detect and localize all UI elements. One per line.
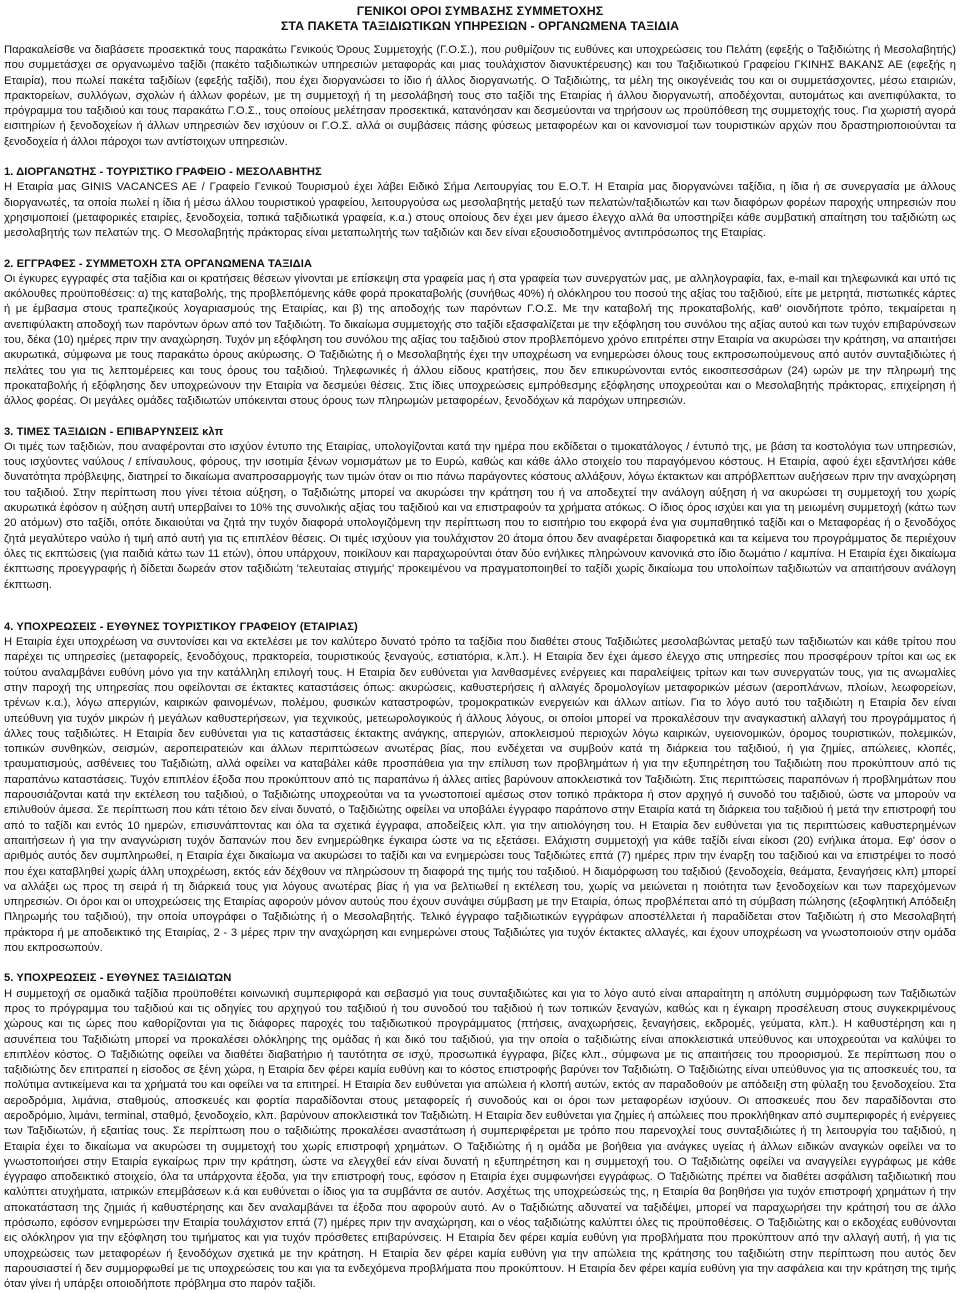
section-2 <box>4 257 956 410</box>
intro-paragraph: Παρακαλείσθε να διαβάσετε προσεκτικά τους παρακάτω Γενικούς Όρους Συμμετοχής (Γ.Ο.Σ.), που ρυθμίζουν τις ευθύνες και υποχρεώσεις του Πελάτη (εφεξής ο Ταξιδιώτης ή Μεσολαβητής) που συμμετάσχει σε οργανωμένο ταξίδι (πακέτο ταξιδιωτικών υπηρεσιών μεταφοράς και μιας τουλάχιστον διανυκτέρευσης) και του Ταξιδιωτικού Γραφείου ΓΚΙΝΗΣ ΒΑΚΑΝΣ ΑΕ (εφεξής η Εταιρία), που πωλεί πακέτα ταξιδίων (εφεξής ταξίδι), που έχει διοργανώσει το ίδιο ή άλλος διοργανωτής. Ο Ταξιδιώτης, τα μέλη της οικογένειάς του και οι συμμετάσχοντες, μέσω εταιριών, πρακτορείων, συλλόγων, σχολών ή άλλων φορέων, με τη συμμετοχή ή τη μεσολάβησή τους στο ταξίδι της Εταιρίας ή άλλου διοργανωτή, αποδέχονται, αυτομάτως και ανεπιφύλακτα, το πρόγραμμα του ταξιδιού και τους παρακάτω Γ.Ο.Σ., τους οποίους μελέτησαν προσεκτικά, κατανόησαν και δεσμεύονται να τηρήσουν ως προϋπόθεση της συμμετοχής τους. Για χωριστή αγορά εισιτηρίων ή ξενοδοχείων ή άλλων υπηρεσιών δεν ισχύουν οι Γ.Ο.Σ. αλλά οι συμβάσεις πάσης φύσεως μεταφορέων και οι κανονισμοί των τουριστικών αρχών που δραστηριοποιούνται τα ξενοδοχεία ή άλλοι πάροχοι των αντίστοιχων υπηρεσιών. <box>4 44 956 148</box>
section-heading: 3. ΤΙΜΕΣ ΤΑΞΙΔΙΩΝ - ΕΠΙΒΑΡΥΝΣΕΙΣ κλπ <box>4 425 224 438</box>
section-3 <box>4 425 956 593</box>
spacer <box>4 410 956 425</box>
spacer <box>4 242 956 257</box>
section-heading: 2. ΕΓΓΡΑΦΕΣ - ΣΥΜΜΕΤΟΧΗ ΣΤΑ ΟΡΓΑΝΩΜΕΝΑ ΤΑΞΙΔΙΑ <box>4 257 312 270</box>
section-heading: 1. ΔΙΟΡΓΑΝΩΤΗΣ - ΤΟΥΡΙΣΤΙΚΟ ΓΡΑΦΕΙΟ - ΜΕΣΟΛΑΒΗΤΗΣ <box>4 166 322 179</box>
section-heading: 5. ΥΠΟΧΡΕΩΣΕΙΣ - ΕΥΘΥΝΕΣ ΤΑΞΙΔΙΩΤΩΝ <box>4 972 232 985</box>
section-heading: 4. ΥΠΟΧΡΕΩΣΕΙΣ - ΕΥΘΥΝΕΣ ΤΟΥΡΙΣΤΙΚΟΥ ΓΡΑΦΕΙΟΥ (ΕΤΑΙΡΙΑΣ) <box>4 620 358 633</box>
section-body: Η Εταιρία έχει υποχρέωση να συντονίσει και να εκτελέσει με τον καλύτερο δυνατό τρόπο τα ταξίδια που διαθέτει στους Ταξιδιώτες μεσολαβώντας μεταξύ των ταξιδιωτών και κάθε τρίτου που παρέχει τις υπηρεσίες (μεταφορείς, ξενοδόχους, πρακτορεία, τουριστικούς ξεναγούς, εστιατόρια, κ.λπ.). Η Εταιρία δεν έχει άμεσο έλεγχο στις υπηρεσίες που προσφέρουν τρίτοι και ως εκ τούτου αναλαμβάνει ευθύνη μόνο για την κατάλληλη επιλογή τους. Η Εταιρία δεν ευθύνεται για λανθασμένες ενέργειες και παραλείψεις τρίτων και των συνεργατών τους, για τις ανωμαλίες στην παροχή της υπηρεσίας που οφείλονται σε έκτακτες καταστάσεις όπως: ακυρώσεις, καθυστερήσεις ή αλλαγές δρομολογίων μεταφορικών μέσων (αεροπλάνων, πλοίων, λεωφορείων, τρένων κ.α.), λόγω απεργιών, καιρικών φαινομένων, πολέμου, φυσικών καταστροφών, τρομοκρατικών ενεργειών και άλλων αιτίων. Για το λόγο αυτό του ταξιδιώτη η Εταιρία δεν είναι υπεύθυνη για τυχόν μικρών ή μεγάλων καθυστερήσεων, για τεχνικούς, μετεωρολογικούς ή άλλους λόγους, οι οποίοι μπορεί να προκαλέσουν την αναγκαστική αλλαγή του προγράμματος ή άλλες τους ταξιδιώτες. Η Εταιρία δεν ευθύνεται για τις καταστάσεις έκτακτης ανάγκης, απεργιών, αποκλεισμού περιοχών λόγω καιρικών, υγειονομικών, όρομος τουριστικών, πολεμικών, τοπικών συνθηκών, σεισμών, αεροπειρατειών και άλλων περιπτώσεων ανωτέρας βίας, που ενδέχεται να συμβούν κατά τη διάρκεια του ταξιδιού, ή για ζημίες, απώλειες, κλοπές, τραυματισμούς, ασθένειες του Ταξιδιώτη, αλλά οφείλει να καταβάλει κάθε προσπάθεια για την επίλυση των προβλημάτων ή για την εξυπηρέτηση του Ταξιδιώτη που προκύπτουν από τις παραπάνω καταστάσεις. Τυχόν επιπλέον έξοδα που προκύπτουν από τις παραπάνω ή άλλες αιτίες βαρύνουν αποκλειστικά τον Ταξιδιώτη. Στις περιπτώσεις παραπόνων ή προβλημάτων που παρουσιάζονται κατά την εκτέλεση του ταξιδιού, ο Ταξιδιώτης υποχρεούται να τα γνωστοποιεί αμέσως στον τοπικό πράκτορα ή στον αρχηγό ή συνοδό του ταξιδιού, ώστε να μπορούν να επιλυθούν άμεσα. Σε περίπτωση που κάτι τέτοιο δεν είναι δυνατό, ο Ταξιδιώτης οφείλει να υποβάλει έγγραφο παράπονο στην Εταιρία κατά τη διάρκεια του ταξιδιού ή μετά την επιστροφή του από το ταξίδι και εντός 10 ημερών, επισυνάπτοντας και όλα τα σχετικά έγγραφα, αποδείξεις κλπ. για την αιτιολόγηση του. Η Εταιρία δεν ευθύνεται για τις περιπτώσεις καθυστερημένων απαιτήσεων ή για την αναγνώριση τυχόν δαπανών που δεν ενημερώθηκε έγκαιρα ώστε να τις εξετάσει. Ελάχιστη συμμετοχή για κάθε ταξίδι είναι είκοσι (20) ενήλικα άτομα. Εφ' όσον ο αριθμός αυτός δεν συμπληρωθεί, η Εταιρία έχει δικαίωμα να ακυρώσει το ταξίδι και να ενημερώσει τους Ταξιδιώτες επτά (7) ημέρες πριν την έναρξη του ταξιδιού και να επιστρέψει το ποσό που έχει καταβληθεί χωρίς άλλη υποχρέωση, εκτός εάν δέχθουν να πληρώσουν τη διαφορά της τιμής του ταξιδιού. Η διαμόρφωση του ταξιδιού (ξενοδοχεία, θεάματα, ξεναγήσεις κλπ) μπορεί να αλλάξει ως προς τη σειρά ή τη διάρκειά τους για λόγους ανωτέρας βίας ή για να βελτιωθεί η εκτέλεση του, χωρίς να μειώνεται η ποιότητα των ξενοδοχείων και των παρεχόμενων υπηρεσιών. Οι όροι και οι υποχρεώσεις της Εταιρίας αφορούν μόνον αυτούς που έχουν συνάψει σύμβαση με την Εταιρία, όπως προβλέπεται από τη σύμβαση πώλησης (εξοφλητική Απόδειξη Πληρωμής του ταξιδιού), την οποία υπογράφει ο Ταξιδιώτης ή ο Μεσολαβητής. Τελικό έγγραφο ταξιδιωτικών εγγράφων αποστέλλεται ή παραδίδεται στον Ταξιδιώτη ή στο Μεσολαβητή πράκτορα ή με αποδεικτικό της Εταιρίας, 2 - 3 μέρες πριν την αναχώρηση και ενημερώνει στους Ταξιδιώτες για τυχόν έκτακτες αλλαγές, και έχουν υποχρέωση να γνωστοποιούν στην ομάδα που εκπροσωπούν. <box>4 636 956 955</box>
section-body: Οι τιμές των ταξιδιών, που αναφέρονται στο ισχύον έντυπο της Εταιρίας, υπολογίζονται κατά την ημέρα που εκδίδεται ο τιμοκατάλογος / έντυπό της, με βάση τα κοστολόγια των υπηρεσιών, τους ισχύοντες ναύλους / επίναυλους, φόρους, την ισοτιμία ξένων νομισμάτων με το Ευρώ, καθώς και κάθε άλλο στοιχείο του παραγόμενου κόστους. Η Εταιρία, αφού έχει εξαντλήσει κάθε δυνατότητα πρόβλεψης, διατηρεί το δικαίωμα αναπροσαρμογής των τιμών όταν οι πιο πάνω παράγοντες κόστους αλλάξουν, λόγω έκτακτων και απρόβλεπτων αυξήσεων πριν την αναχώρηση του ταξιδιού. Στην περίπτωση που γίνει τέτοια αύξηση, ο Ταξιδιώτης μπορεί να ακυρώσει την κράτηση του ή να αποδεχτεί την ανάλογη αύξηση ή να ακυρώσει τη συμμετοχή του χωρίς ακυρωτικά έφόσον η αύξηση αυτή υπερβαίνει το 10% της συνολικής αξίας του ταξιδιού και να επιστραφούν τα χρήματα ατόκως. Ο ίδιος όρος ισχύει και για τη μειωμένη συμμετοχή (κάτω των 20 ατόμων) στο ταξίδι, οπότε δικαιούται να ζητά την τυχόν διαφορά υπολογιζόμενη την περίπτωση που το εισιτήριο του εκφορά ένα για συμπαθητικό ταξίδι και ο Μεταφορέας ή ο ξενοδόχος ζητά μεγαλύτερο ναύλο ή τιμή από αυτή για τις επιπλέον θέσεις. Οι τιμές ισχύουν για τουλάχιστον 20 άτομα όπου δεν αναφέρεται διαφορετικά και τα κείμενα του προγράμματος δε περιέχουν όλες τις εκπτώσεις (για παιδιά κάτω των 11 ετών), όπου υπάρχουν, ποικίλουν και παραχωρούνται όταν δύο ενήλικες πληρώνουν κανονικά στο ίδιο δωμάτιο / καμπίνα. Η Εταιρία έχει δικαίωμα έκπτωσης προεγγραφής ή δίδεται δωρεάν στον ταξιδιώτη 'τελευταίας στιγμής' προκειμένου να πραγματοποιηθεί το ταξίδι χωρίς δικαίωμα του υπολοίπων ταξιδιωτών να απαιτήσουν ανάλογη έκπτωση. <box>4 440 956 591</box>
terms-document <box>4 4 956 1293</box>
section-4 <box>4 620 956 957</box>
document-subtitle: ΣΤΑ ΠΑΚΕΤΑ ΤΑΞΙΔΙΩΤΙΚΩΝ ΥΠΗΡΕΣΙΩΝ - ΟΡΓΑΝΩΜΕΝΑ ΤΑΞΙΔΙΑ <box>280 19 680 33</box>
section-5 <box>4 971 956 1292</box>
section-1 <box>4 165 956 241</box>
spacer <box>4 593 956 620</box>
document-title-block <box>4 4 956 34</box>
document-title: ΓΕΝΙΚΟΙ ΟΡΟΙ ΣΥΜΒΑΣΗΣ ΣΥΜΜΕΤΟΧΗΣ <box>356 4 604 18</box>
section-body: Η συμμετοχή σε ομαδικά ταξίδια προϋποθέτει κοινωνική συμπεριφορά και σεβασμό για τους συνταξιδιώτες και για το λόγο αυτό είναι απαραίτητη η απόλυτη συμμόρφωση των Ταξιδιωτών προς το πρόγραμμα του ταξιδιού και τις οδηγίες του αρχηγού του ταξιδιού ή του συνοδού του ταξιδιού ή των τοπικών ξεναγών, καθώς και η έγκαιρη προσέλευση στους συγκεκριμένους χώρους και τις ώρες που καθορίζονται για τις διάφορες παροχές του ταξιδιωτικού προγράμματος (πτήσεις, αναχωρήσεις, ξεναγήσεις, εκδρομές, γεύματα, κλπ.). Η καθυστέρηση και η ασυνέπεια του Ταξιδιώτη μπορεί να προκαλέσει ολόκληρης της ομάδας ή και δικό του ταξιδιού, για την οποία ο ταξιδιώτης είναι αποκλειστικά υπεύθυνος και υποχρεούται να καλύψει το επιπλέον κόστος. Ο Ταξιδιώτης οφείλει να διαθέτει διαβατήριο ή ταυτότητα σε ισχύ, προσωπικά έγγραφα, βίζες κλπ., σύμφωνα με τις απαιτήσεις του προορισμού. Σε περίπτωση που ο ταξιδιώτης δεν επιτραπεί η είσοδος σε ξένη χώρα, η Εταιρία δεν φέρει καμία ευθύνη και το κόστος επιστροφής βαρύνει τον Ταξιδιώτη. Ο Ταξιδιώτης είναι υπεύθυνος για τις αποσκευές του, τα πολύτιμα αντικείμενα και τα χρήματά του και οφείλει να τα επιτηρεί. Η Εταιρία δεν ευθύνεται για απώλεια ή κλοπή αυτών, εκτός αν παραδοθούν με απόδειξη στη φύλαξη του ξενοδοχείου. Στα αεροδρόμια, λιμάνια, σταθμούς, αποσκευές και φορτία παραδίδονται στους μεταφορείς ή συνοδούς και οι όροι των μεταφορέων ισχύουν. Οι αποσκευές που δεν παραδίδονται στο αεροδρόμιο, λιμάνι, terminal, σταθμό, ξενοδοχείο, κλπ. βαρύνουν αποκλειστικά τον Ταξιδιώτη. Η Εταιρία δεν ευθύνεται για ζημίες ή απώλειες που προκλήθηκαν από συμπεριφορές ή ενέργειες των Ταξιδιωτών, ή εξαιτίας τους. Σε περίπτωση που ο ταξιδιώτης προκαλέσει αναστάτωση ή συμπεριφέρεται με τρόπο που παρενοχλεί τους συνταξιδιώτες ή τη λειτουργία του ταξιδιού, η Εταιρία έχει το δικαίωμα να ακυρώσει τη συμμετοχή του χωρίς επιστροφή χρημάτων. Ο Ταξιδιώτης ή η ομάδα με βοήθεια για ανάγκες υγείας ή άλλων ειδικών αναγκών οφείλει να το γνωστοποιήσει στην Εταιρία εγκαίρως πριν την κράτηση, ώστε να ελεγχθεί εάν είναι δυνατή η εξυπηρέτηση και η συμμετοχή του. Ο Ταξιδιώτης οφείλει να αναγγείλει εγγράφως με κάθε έγγραφο αποδεικτικό στοιχείο, όλα τα υπάρχοντα έξοδα, για την επιστροφή τους, εφόσον η Εταιρία έχει συμφωνήσει εγγράφως. Ο Ταξιδιώτης πρέπει να διαθέτει ασφάλιση ταξιδιωτική που καλύπτει ατυχήματα, ιατρικών επεμβάσεων κ.ά και ευθύνεται ο ίδιος για τα συμβάντα σε αυτόν. Ασχέτως της υποχρεώσεώς της, η Εταιρία θα βοηθήσει για τυχόν επιστροφή χρημάτων ή την αποκατάσταση της ζημιάς ή καθυστέρησης και δεν αναλαμβάνει τα έξοδα που αφορούν αυτό. Αν ο Ταξιδιώτης αδυνατεί να ταξιδέψει, μπορεί να παραχωρήσει την κράτησή του σε άλλο πρόσωπο, εφόσον ενημερώσει την Εταιρία τουλάχιστον επτά (7) ημέρες πριν την αναχώρηση, και ο νέος ταξιδιώτης καλύπτει όλες τις προϋποθέσεις. Ο Ταξιδιώτης και ο εκδοχέας ευθύνονται εις ολόκληρον για την εξόφληση του τιμήματος και για τυχόν πρόσθετες επιβαρύνσεις. Η Εταιρία δεν φέρει καμία ευθύνη για προβλήματα που προκύπτουν από την αλλαγή αυτή, ή για τις υποχρεώσεις των μεταφορέων ή ξενοδόχων σχετικά με την κράτηση. Η Εταιρία δεν φέρει καμία ευθύνη για την απώλεια της κράτησης του ταξιδιώτη στην περίπτωση που αυτός δεν παρουσιαστεί ή δεν συμμορφωθεί με τις υποχρεώσεις του και για τα ενδεχόμενα προβλήματα που προκύπτουν. Η Εταιρία δεν φέρει καμία ευθύνη για την ασφάλεια και την κράτηση της τιμής όταν γίνει ή υπάρξει οποιοδήποτε πρόβλημα στο παρόν ταξίδι. <box>4 987 956 1291</box>
section-body: Η Εταιρία μας GINIS VACANCES AE / Γραφείο Γενικού Τουρισμού έχει λάβει Ειδικό Σήμα Λειτουργίας του Ε.Ο.Τ. Η Εταιρία μας διοργανώνει ταξίδια, η ίδια ή σε συνεργασία με άλλους διοργανωτές, τα οποία πωλεί η ίδια ή μέσω άλλου τουριστικού γραφείου, λειτουργούσα ως μεσολαβητής μεταξύ των πελατών/ταξιδιωτών και των διαφόρων φορέων παροχής υπηρεσιών που χρησιμοποιεί (μεταφορικές εταιρίες, ξενοδοχεία, τοπικά ταξιδιωτικά γραφεία, κ.α.) στους οποίους δεν έχει μεν άμεσο έλεγχο αλλά θα υποστηρίξει κάθε συμβατική απαίτηση του ταξιδιώτη ως μεσολαβητής των πελατών της. Ο Μεσολαβητής πράκτορας είναι μεταπωλητής των ταξιδιών και δεν είναι εξουσιοδοτημένος αντιπρόσωπος της Εταιρίας. <box>4 181 956 240</box>
spacer <box>4 150 956 165</box>
section-body: Οι έγκυρες εγγραφές στα ταξίδια και οι κρατήσεις θέσεων γίνονται με επίσκεψη στα γραφεία μας ή στα γραφεία των συνεργατών μας, με αλληλογραφία, fax, e-mail και τηλεφωνικά και υπό τις ακόλουθες προϋποθέσεις: α) της καταβολής, της προβλεπόμενης κάθε φορά προκαταβολής (συνήθως 40%) ή ολόκληρου του ποσού της αξίας του ταξιδιού, είτε με μετρητά, πιστωτικές κάρτες ή με έμβασμα στους τραπεζικούς λογαριασμούς της Εταιρίας, και β) της αποδοχής των παρόντων Γ.Ο.Σ. Με την καταβολή της προκαταβολής, καθ' οιονδήποτε τρόπο, τεκμαίρεται η ανεπιφύλακτη αποδοχή των παρόντων όρων από τον Ταξιδιώτη. Το δικαίωμα συμμετοχής στο ταξίδι εξασφαλίζεται με την εξόφληση του συνόλου της αξίας αυτού και των τυχόν επιβαρύνσεων του, δέκα (10) ημέρες πριν την αναχώρηση. Τυχόν μη εξόφληση του συνόλου της αξίας του ταξιδιού στον προβλεπόμενο χρόνο επιτρέπει στην Εταιρία να ακυρώσει την κράτηση, να απαιτήσει ακυρωτικά, σύμφωνα με τους παρακάτω όρους ακύρωσης. Ο Ταξιδιώτης ή ο Μεσολαβητής έχει την υποχρέωση να ενημερώσει όλους τους εκπροσωπούμενους από αυτόν συνταξιδιώτες ή πελάτες του για τις λεπτομέρειες και τους όρους του ταξιδιού. Τηλεφωνικές ή άλλου είδους κρατήσεις, που δεν επικυρώνονται εντός εικοσιτεσσάρων (24) ωρών με την πληρωμή της προκαταβολής ή εξόφλησης δεν υποχρεώνουν την Εταιρία να δεσμεύει θέσεις. Στις ίδιες υποχρεώσεις εμπρόθεσμης εξόφλησης υποχρεούται και ο Μεσολαβητής πράκτορας, επιχείρηση ή άλλος φορέας. Οι μεγάλες ομάδες ταξιδιωτών υπόκεινται στους όρους των πληρωμών μεταφορέων, ξενοδόχων κά παρόχων υπηρεσιών. <box>4 272 956 408</box>
spacer <box>4 956 956 971</box>
